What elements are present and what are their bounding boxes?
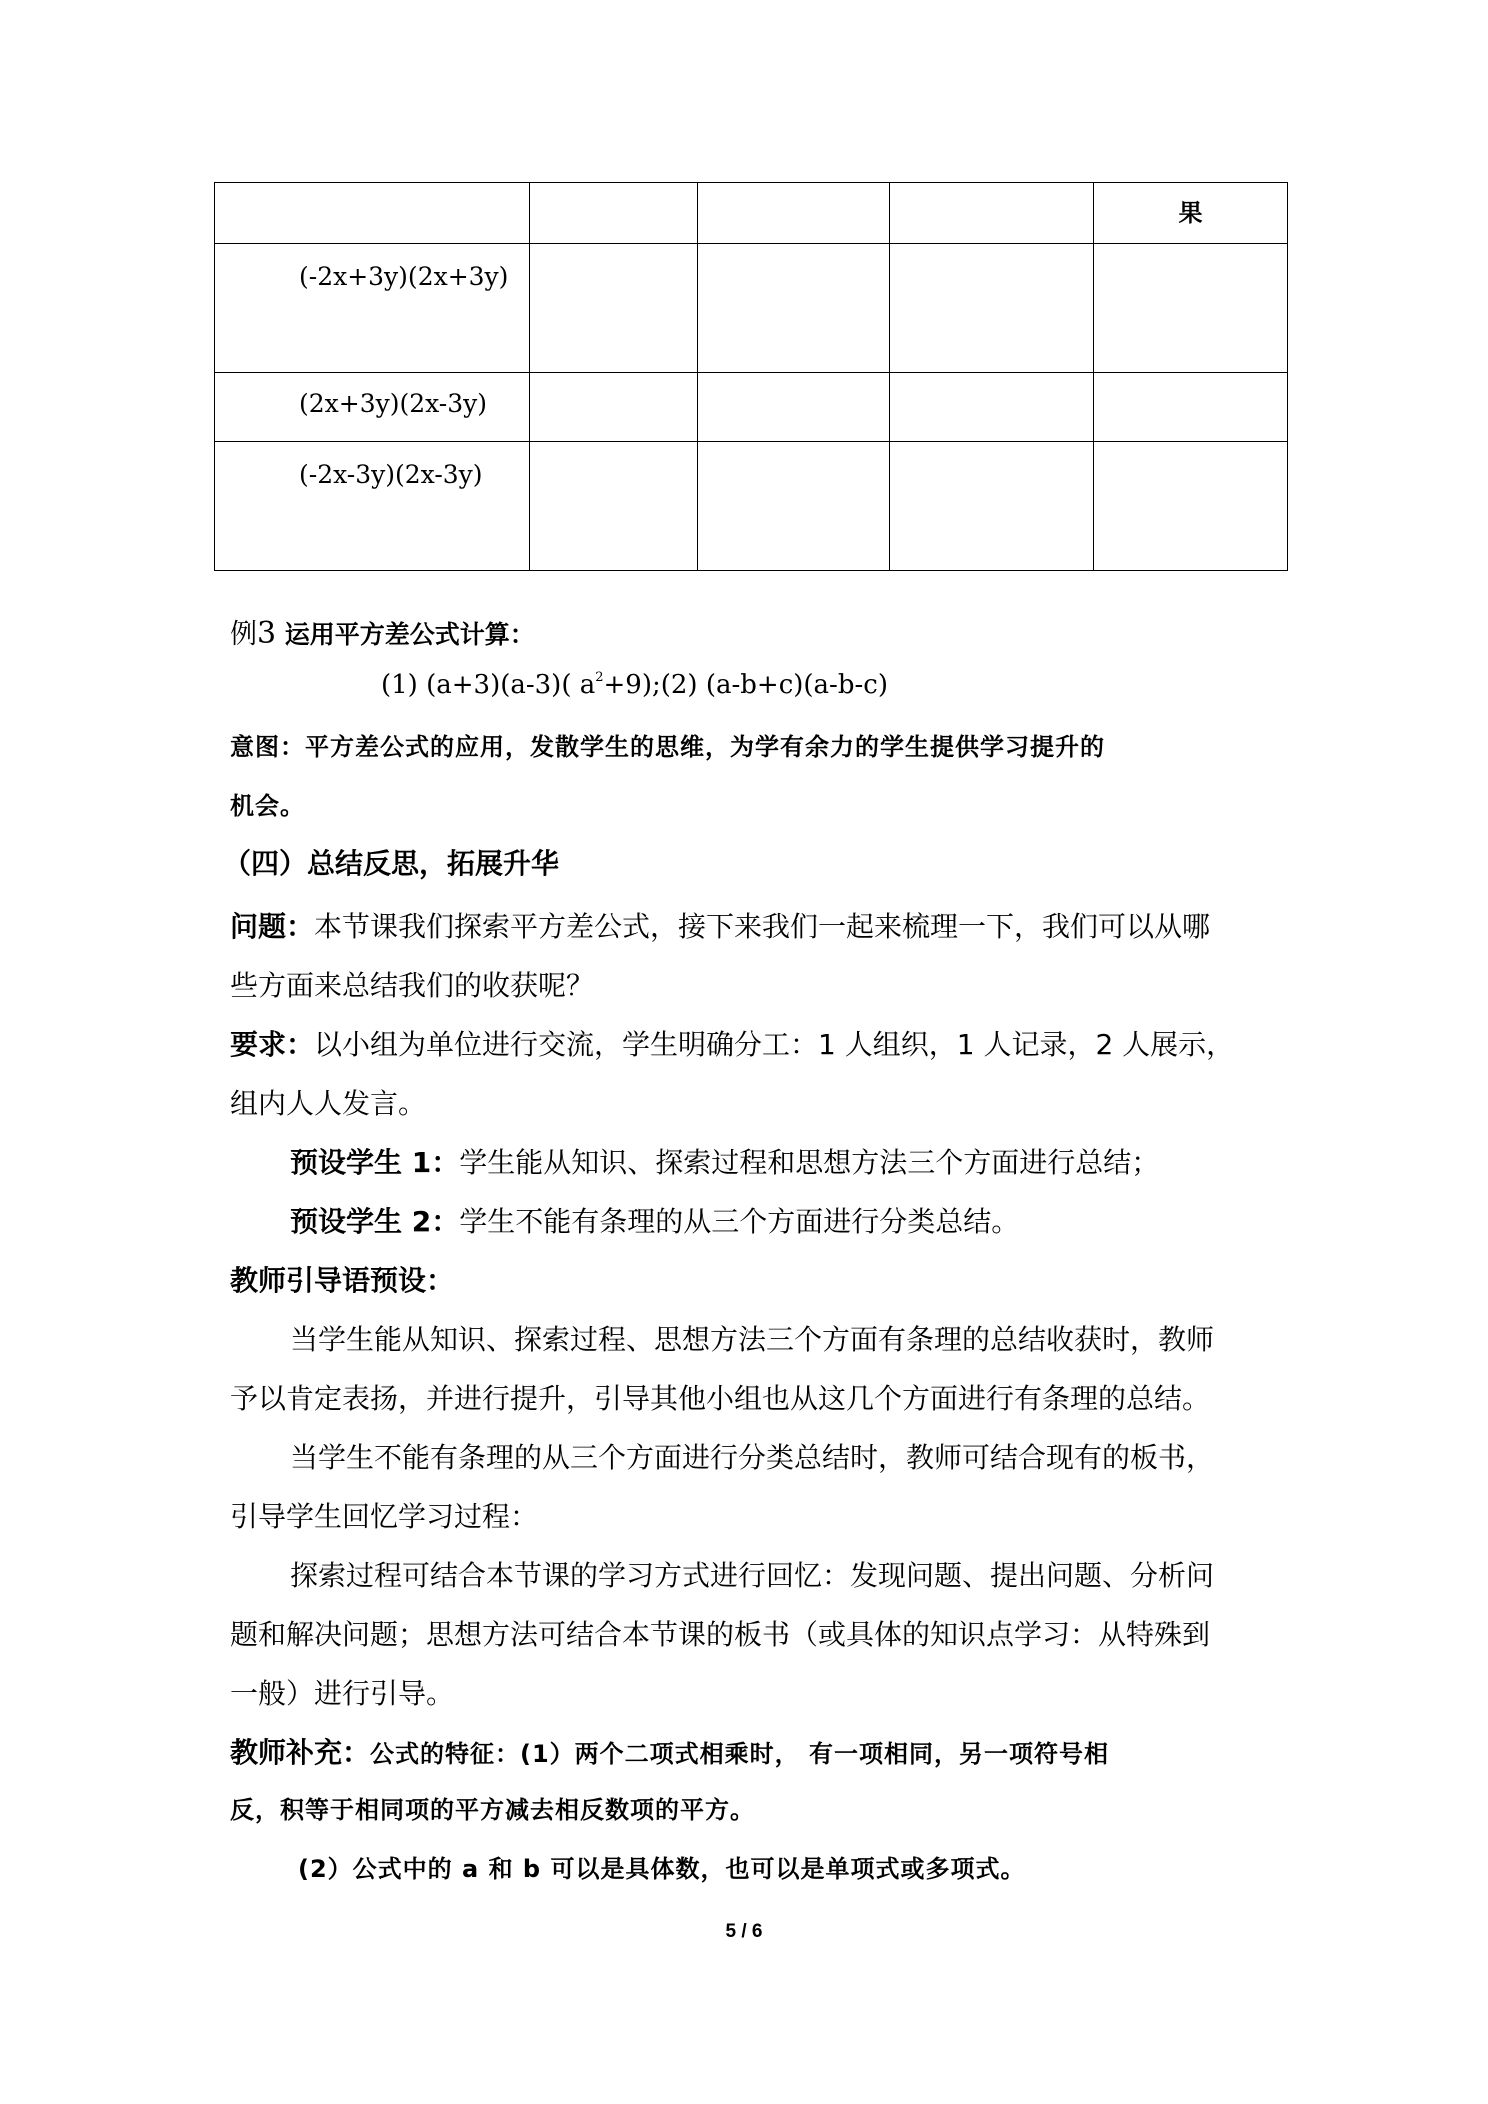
expression-cell: (-2x+3y)(2x+3y) bbox=[215, 244, 530, 373]
example-item-text: +9);(2) (a-b+c)(a-b-c) bbox=[603, 670, 888, 700]
table-cell bbox=[1094, 442, 1288, 571]
intent-line-2: 机会。 bbox=[230, 792, 305, 820]
requirement-line-1 bbox=[230, 1023, 1234, 1063]
example-3-title bbox=[230, 612, 535, 651]
table-cell bbox=[890, 183, 1094, 244]
example-3-items bbox=[381, 670, 888, 700]
table-row bbox=[215, 442, 1288, 571]
requirement-text: 以小组为单位进行交流，学生明确分工：1 人组织，1 人记录，2 人展示， bbox=[314, 1028, 1235, 1061]
guide-paragraph-2-line-1: 当学生不能有条理的从三个方面进行分类总结时，教师可结合现有的板书， bbox=[290, 1441, 1215, 1474]
guide-paragraph-3-line-2: 题和解决问题；思想方法可结合本节课的板书（或具体的知识点学习：从特殊到 bbox=[230, 1618, 1211, 1651]
table-cell bbox=[698, 183, 890, 244]
table-cell bbox=[530, 183, 698, 244]
supplement-label: 教师补充： bbox=[230, 1736, 371, 1769]
guide-paragraph-3-line-3: 一般）进行引导。 bbox=[230, 1677, 455, 1710]
table-cell bbox=[890, 244, 1094, 373]
table-cell bbox=[215, 183, 530, 244]
exponent: 2 bbox=[595, 670, 604, 685]
table-row bbox=[215, 373, 1288, 442]
table-cell bbox=[698, 373, 890, 442]
preset-text: 学生不能有条理的从三个方面进行分类总结。 bbox=[459, 1205, 1020, 1238]
formula-table bbox=[214, 182, 1288, 571]
expression-cell: (-2x-3y)(2x-3y) bbox=[215, 442, 530, 571]
table-cell bbox=[530, 244, 698, 373]
supplement-line-2: 反，积等于相同项的平方减去相反数项的平方。 bbox=[230, 1796, 755, 1824]
table-cell bbox=[530, 442, 698, 571]
guide-paragraph-1-line-1: 当学生能从知识、探索过程、思想方法三个方面有条理的总结收获时，教师 bbox=[290, 1323, 1215, 1356]
question-text: 本节课我们探索平方差公式，接下来我们一起来梳理一下，我们可以从哪 bbox=[314, 910, 1211, 943]
guide-paragraph-1-line-2: 予以肯定表扬，并进行提升，引导其他小组也从这几个方面进行有条理的总结。 bbox=[230, 1382, 1211, 1415]
preset-label: 预设学生 1： bbox=[290, 1146, 460, 1179]
table-row bbox=[215, 244, 1288, 373]
example-number: 3 bbox=[257, 616, 277, 651]
supplement-text: 公式的特征：(1）两个二项式相乘时， 有一项相同，另一项符号相 bbox=[370, 1740, 1110, 1768]
table-header-row bbox=[215, 183, 1288, 244]
table-header-cell: 果 bbox=[1094, 183, 1288, 244]
preset-label: 预设学生 2： bbox=[290, 1205, 460, 1238]
question-label: 问题： bbox=[230, 910, 315, 943]
preset-text: 学生能从知识、探索过程和思想方法三个方面进行总结； bbox=[459, 1146, 1160, 1179]
table-cell bbox=[890, 442, 1094, 571]
section-heading: （四）总结反思，拓展升华 bbox=[223, 847, 560, 880]
example-label: 例 bbox=[230, 619, 257, 650]
teacher-guide-heading: 教师引导语预设： bbox=[230, 1264, 455, 1297]
intent-line-1: 意图：平方差公式的应用，发散学生的思维，为学有余力的学生提供学习提升的 bbox=[230, 733, 1105, 761]
requirement-label: 要求： bbox=[230, 1028, 315, 1061]
guide-paragraph-3-line-1: 探索过程可结合本节课的学习方式进行回忆：发现问题、提出问题、分析问 bbox=[290, 1559, 1215, 1592]
expression-cell: (2x+3y)(2x-3y) bbox=[215, 373, 530, 442]
table-cell bbox=[530, 373, 698, 442]
table-cell bbox=[1094, 244, 1288, 373]
table-cell bbox=[698, 442, 890, 571]
table-cell bbox=[1094, 373, 1288, 442]
table-cell bbox=[890, 373, 1094, 442]
preset-student-1 bbox=[290, 1141, 1159, 1181]
preset-student-2 bbox=[290, 1200, 1019, 1240]
question-line-2: 些方面来总结我们的收获呢？ bbox=[230, 969, 595, 1002]
page-number: 5 / 6 bbox=[725, 1921, 763, 1942]
example-item-text: (1) (a+3)(a-3)( a bbox=[381, 670, 596, 700]
question-line-1 bbox=[230, 905, 1210, 945]
example-instruction: 运用平方差公式计算： bbox=[284, 620, 535, 649]
guide-paragraph-2-line-2: 引导学生回忆学习过程： bbox=[230, 1500, 539, 1533]
requirement-line-2: 组内人人发言。 bbox=[230, 1087, 427, 1120]
supplement-line-3: (2）公式中的 a 和 b 可以是具体数，也可以是单项式或多项式。 bbox=[298, 1855, 1026, 1883]
supplement-line-1 bbox=[230, 1731, 1109, 1771]
table-cell bbox=[698, 244, 890, 373]
